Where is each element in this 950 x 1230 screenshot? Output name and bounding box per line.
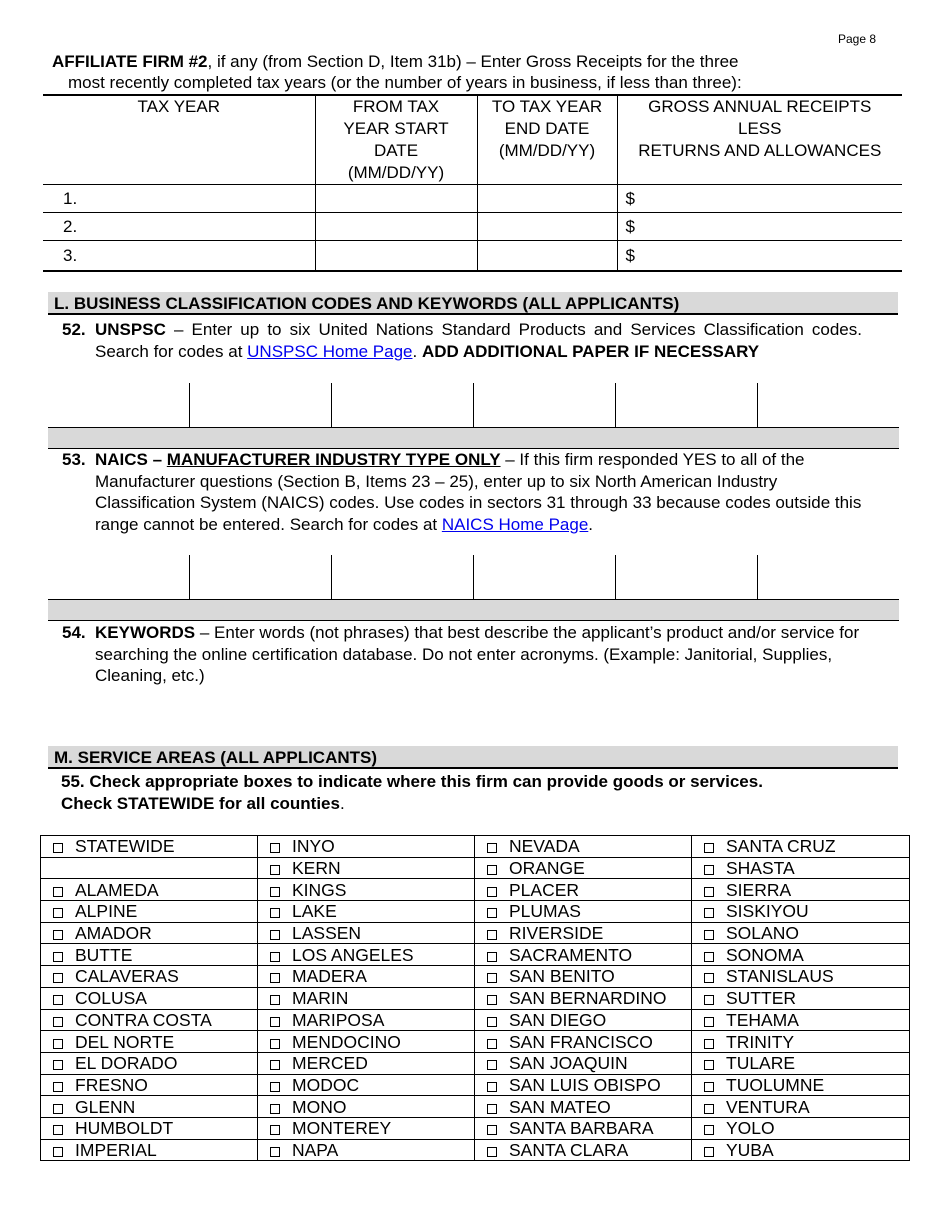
county-cell bbox=[692, 1117, 910, 1139]
county-label: SISKIYOU bbox=[726, 901, 809, 922]
item-53-label: NAICS – bbox=[95, 450, 167, 469]
table-row bbox=[43, 185, 902, 213]
county-checkbox[interactable] bbox=[270, 1039, 280, 1049]
county-checkbox[interactable] bbox=[487, 887, 497, 897]
county-checkbox[interactable] bbox=[704, 908, 714, 918]
county-label: INYO bbox=[292, 836, 335, 857]
county-cell bbox=[692, 987, 910, 1009]
table-row bbox=[41, 1031, 910, 1053]
county-checkbox[interactable] bbox=[704, 952, 714, 962]
county-checkbox[interactable] bbox=[487, 1060, 497, 1070]
counties-body bbox=[41, 836, 910, 1161]
county-checkbox[interactable] bbox=[704, 843, 714, 853]
county-cell bbox=[475, 1117, 692, 1139]
county-label: SONOMA bbox=[726, 944, 804, 965]
county-checkbox[interactable] bbox=[270, 973, 280, 983]
county-label: EL DORADO bbox=[75, 1053, 178, 1074]
county-checkbox[interactable] bbox=[53, 1017, 63, 1027]
county-checkbox[interactable] bbox=[270, 952, 280, 962]
county-cell bbox=[41, 1009, 258, 1031]
county-cell bbox=[475, 901, 692, 923]
affiliate-intro bbox=[52, 51, 912, 93]
gross-receipts-field[interactable]: $ bbox=[617, 185, 902, 213]
item-54: 54. KEYWORDS – Enter words (not phrases) that best describe the applicant’s product and/or service for searching the online certification database. Do not enter acronyms. (Example: Janitorial, Supplies, Cleaning, etc.) bbox=[62, 623, 860, 685]
table-row bbox=[41, 966, 910, 988]
naics-link[interactable]: NAICS Home Page bbox=[441, 514, 589, 534]
table-row bbox=[41, 1052, 910, 1074]
to-date-field[interactable] bbox=[477, 185, 617, 213]
county-checkbox[interactable] bbox=[704, 865, 714, 875]
naics-code-field[interactable] bbox=[757, 555, 899, 599]
county-label: VENTURA bbox=[726, 1096, 810, 1117]
naics-code-field[interactable] bbox=[48, 555, 189, 599]
county-label: SAN DIEGO bbox=[509, 1009, 607, 1030]
county-checkbox[interactable] bbox=[487, 1147, 497, 1157]
county-label: AMADOR bbox=[75, 923, 152, 944]
item-54-number: 54. bbox=[62, 623, 86, 642]
county-checkbox[interactable] bbox=[704, 930, 714, 940]
county-cell bbox=[41, 879, 258, 901]
county-cell bbox=[258, 836, 475, 858]
county-cell bbox=[475, 1052, 692, 1074]
county-label: MARIPOSA bbox=[292, 1009, 385, 1030]
county-cell bbox=[258, 1117, 475, 1139]
county-cell bbox=[692, 857, 910, 879]
section-l-heading: L. BUSINESS CLASSIFICATION CODES AND KEYWORDS (ALL APPLICANTS) bbox=[48, 292, 898, 315]
county-label: SAN BENITO bbox=[509, 966, 615, 987]
county-cell bbox=[41, 966, 258, 988]
county-label: PLACER bbox=[509, 879, 580, 900]
county-checkbox[interactable] bbox=[487, 908, 497, 918]
county-checkbox[interactable] bbox=[270, 908, 280, 918]
county-checkbox[interactable] bbox=[270, 1125, 280, 1135]
item-52-label: UNSPSC bbox=[95, 320, 166, 339]
county-cell bbox=[41, 987, 258, 1009]
county-label: YOLO bbox=[726, 1118, 775, 1139]
affiliate-title: AFFILIATE FIRM #2 bbox=[52, 52, 208, 71]
county-cell bbox=[692, 836, 910, 858]
county-label: MENDOCINO bbox=[292, 1031, 401, 1052]
county-label: SANTA CLARA bbox=[509, 1139, 629, 1160]
county-checkbox[interactable] bbox=[487, 952, 497, 962]
item-55-line2: Check STATEWIDE for all counties bbox=[61, 794, 340, 813]
county-label: NAPA bbox=[292, 1139, 339, 1160]
county-checkbox[interactable] bbox=[704, 1039, 714, 1049]
table-row bbox=[41, 944, 910, 966]
county-label: MONTEREY bbox=[292, 1118, 392, 1139]
county-label: KERN bbox=[292, 858, 341, 879]
county-cell bbox=[475, 944, 692, 966]
table-row bbox=[43, 241, 902, 272]
county-label: DEL NORTE bbox=[75, 1031, 175, 1052]
county-checkbox[interactable] bbox=[53, 952, 63, 962]
county-label: FRESNO bbox=[75, 1074, 148, 1095]
county-label: MODOC bbox=[292, 1074, 360, 1095]
table-row bbox=[41, 922, 910, 944]
unspsc-link[interactable]: UNSPSC Home Page bbox=[247, 341, 413, 361]
naics-code-row bbox=[48, 555, 899, 600]
county-cell bbox=[258, 857, 475, 879]
to-date-field[interactable] bbox=[477, 241, 617, 272]
county-label: LAKE bbox=[292, 901, 337, 922]
county-cell bbox=[258, 879, 475, 901]
county-checkbox[interactable] bbox=[270, 887, 280, 897]
county-cell bbox=[475, 966, 692, 988]
county-label: SAN JOAQUIN bbox=[509, 1053, 628, 1074]
county-label: SOLANO bbox=[726, 923, 799, 944]
county-checkbox[interactable] bbox=[487, 1039, 497, 1049]
county-cell bbox=[258, 922, 475, 944]
county-checkbox[interactable] bbox=[270, 1147, 280, 1157]
from-date-field[interactable] bbox=[315, 241, 477, 272]
county-checkbox[interactable] bbox=[53, 1039, 63, 1049]
county-label: SAN BERNARDINO bbox=[509, 988, 667, 1009]
county-checkbox[interactable] bbox=[704, 1125, 714, 1135]
county-checkbox[interactable] bbox=[270, 1104, 280, 1114]
tax-year-number: 2. bbox=[43, 213, 315, 241]
unspsc-code-row bbox=[48, 383, 899, 428]
unspsc-code-field[interactable] bbox=[757, 383, 899, 427]
county-label: MADERA bbox=[292, 966, 367, 987]
affiliate-line1: , if any (from Section D, Item 31b) – Enter Gross Receipts for the three bbox=[207, 52, 739, 71]
item-54-label: KEYWORDS bbox=[95, 623, 196, 642]
gross-receipts-table bbox=[43, 94, 902, 272]
item-53-number: 53. bbox=[62, 450, 86, 469]
county-cell bbox=[258, 901, 475, 923]
county-cell bbox=[475, 879, 692, 901]
page-number: Page 8 bbox=[838, 32, 877, 46]
table-row bbox=[41, 1074, 910, 1096]
county-cell bbox=[475, 1096, 692, 1118]
county-cell bbox=[41, 1117, 258, 1139]
county-checkbox[interactable] bbox=[487, 1082, 497, 1092]
county-checkbox[interactable] bbox=[53, 1104, 63, 1114]
county-cell bbox=[41, 1074, 258, 1096]
county-label: SAN MATEO bbox=[509, 1096, 611, 1117]
county-cell bbox=[41, 901, 258, 923]
county-label: SACRAMENTO bbox=[509, 944, 633, 965]
county-cell bbox=[258, 987, 475, 1009]
item-52-number: 52. bbox=[62, 320, 86, 339]
county-label: TUOLUMNE bbox=[726, 1074, 825, 1095]
county-checkbox[interactable] bbox=[53, 887, 63, 897]
county-checkbox[interactable] bbox=[270, 930, 280, 940]
county-label: KINGS bbox=[292, 879, 347, 900]
county-label: CONTRA COSTA bbox=[75, 1009, 212, 1030]
county-cell bbox=[41, 922, 258, 944]
item-55-line1: 55. Check appropriate boxes to indicate where this firm can provide goods or services. bbox=[61, 772, 763, 791]
county-cell bbox=[258, 1096, 475, 1118]
county-checkbox[interactable] bbox=[53, 1147, 63, 1157]
county-cell bbox=[258, 1074, 475, 1096]
affiliate-line2: most recently completed tax years (or the number of years in business, if less than three): bbox=[68, 73, 742, 92]
county-label: MERCED bbox=[292, 1053, 368, 1074]
table-row bbox=[41, 901, 910, 923]
gross-receipts-field[interactable]: $ bbox=[617, 213, 902, 241]
county-cell bbox=[41, 1031, 258, 1053]
county-cell bbox=[692, 1074, 910, 1096]
gross-receipts-field[interactable]: $ bbox=[617, 241, 902, 272]
county-checkbox[interactable] bbox=[487, 843, 497, 853]
county-checkbox[interactable] bbox=[487, 865, 497, 875]
item-55: 55. Check appropriate boxes to indicate where this firm can provide goods or services. Check STATEWIDE for all counties. bbox=[61, 771, 881, 815]
section-m-heading: M. SERVICE AREAS (ALL APPLICANTS) bbox=[48, 746, 898, 769]
county-checkbox[interactable] bbox=[487, 995, 497, 1005]
divider-bar bbox=[48, 600, 899, 621]
county-cell bbox=[258, 1139, 475, 1161]
header-to-date: TO TAX YEAR END DATE (MM/DD/YY) bbox=[477, 95, 617, 185]
county-label: COLUSA bbox=[75, 988, 147, 1009]
county-label: SIERRA bbox=[726, 879, 792, 900]
county-label: SHASTA bbox=[726, 858, 795, 879]
table-header-row bbox=[43, 95, 902, 185]
county-checkbox[interactable] bbox=[270, 1082, 280, 1092]
county-cell bbox=[258, 1052, 475, 1074]
county-cell bbox=[475, 987, 692, 1009]
county-cell bbox=[41, 836, 258, 858]
county-checkbox[interactable] bbox=[704, 973, 714, 983]
table-row bbox=[43, 213, 902, 241]
county-cell bbox=[692, 1096, 910, 1118]
county-label: CALAVERAS bbox=[75, 966, 179, 987]
county-checkbox[interactable] bbox=[270, 995, 280, 1005]
county-label: TULARE bbox=[726, 1053, 796, 1074]
county-checkbox[interactable] bbox=[53, 930, 63, 940]
county-label: HUMBOLDT bbox=[75, 1118, 174, 1139]
county-cell bbox=[692, 901, 910, 923]
county-cell bbox=[692, 1009, 910, 1031]
to-date-field[interactable] bbox=[477, 213, 617, 241]
naics-code-field[interactable] bbox=[331, 555, 473, 599]
county-cell bbox=[692, 1139, 910, 1161]
county-label: RIVERSIDE bbox=[509, 923, 604, 944]
table-row bbox=[41, 857, 910, 879]
county-label: PLUMAS bbox=[509, 901, 581, 922]
county-label: BUTTE bbox=[75, 944, 133, 965]
county-cell bbox=[258, 1031, 475, 1053]
county-checkbox[interactable] bbox=[704, 1147, 714, 1157]
naics-code-field[interactable] bbox=[189, 555, 331, 599]
county-label: GLENN bbox=[75, 1096, 136, 1117]
county-checkbox[interactable] bbox=[487, 973, 497, 983]
county-checkbox[interactable] bbox=[487, 1125, 497, 1135]
county-cell bbox=[41, 1052, 258, 1074]
county-checkbox[interactable] bbox=[487, 1104, 497, 1114]
unspsc-code-field[interactable] bbox=[48, 383, 189, 427]
naics-code-field[interactable] bbox=[473, 555, 615, 599]
county-label: LOS ANGELES bbox=[292, 944, 414, 965]
county-cell bbox=[692, 1052, 910, 1074]
county-cell bbox=[258, 944, 475, 966]
county-cell bbox=[692, 944, 910, 966]
header-gross-receipts: GROSS ANNUAL RECEIPTS LESS RETURNS AND ALLOWANCES bbox=[617, 95, 902, 185]
county-label: STANISLAUS bbox=[726, 966, 834, 987]
header-from-date: FROM TAX YEAR START DATE (MM/DD/YY) bbox=[315, 95, 477, 185]
county-cell bbox=[475, 857, 692, 879]
table-row bbox=[41, 987, 910, 1009]
county-cell bbox=[258, 1009, 475, 1031]
county-label: ALPINE bbox=[75, 901, 138, 922]
county-cell bbox=[258, 966, 475, 988]
county-checkbox[interactable] bbox=[53, 995, 63, 1005]
county-label: SAN FRANCISCO bbox=[509, 1031, 653, 1052]
item-53: 53. NAICS – MANUFACTURER INDUSTRY TYPE ONLY – If this firm responded YES to all of the Manufacturer questions (Section B, Items 23 – 25), enter up to six North American Industry Classification System (NAICS) codes. Use codes in sectors 31 through 33 because codes outside this range cannot be entered. Search for codes at NAICS Home Page. bbox=[62, 450, 862, 534]
counties-table bbox=[40, 835, 910, 1161]
county-checkbox[interactable] bbox=[704, 1082, 714, 1092]
county-checkbox[interactable] bbox=[270, 865, 280, 875]
county-checkbox[interactable] bbox=[704, 1104, 714, 1114]
table-row bbox=[41, 1096, 910, 1118]
county-cell bbox=[692, 879, 910, 901]
table-row bbox=[41, 1009, 910, 1031]
county-label: IMPERIAL bbox=[75, 1139, 157, 1160]
county-checkbox[interactable] bbox=[487, 930, 497, 940]
county-label: STATEWIDE bbox=[75, 836, 175, 857]
county-label: ORANGE bbox=[509, 858, 585, 879]
county-checkbox[interactable] bbox=[704, 1017, 714, 1027]
table-row bbox=[41, 1117, 910, 1139]
county-label: MONO bbox=[292, 1096, 347, 1117]
header-tax-year: TAX YEAR bbox=[43, 95, 315, 185]
county-label: TEHAMA bbox=[726, 1009, 799, 1030]
county-label: LASSEN bbox=[292, 923, 362, 944]
county-label: MARIN bbox=[292, 988, 349, 1009]
county-checkbox[interactable] bbox=[487, 1017, 497, 1027]
county-cell bbox=[692, 922, 910, 944]
county-cell bbox=[475, 1031, 692, 1053]
county-checkbox[interactable] bbox=[53, 1060, 63, 1070]
county-cell bbox=[41, 1139, 258, 1161]
county-cell bbox=[475, 1139, 692, 1161]
unspsc-code-field[interactable] bbox=[473, 383, 615, 427]
county-label: SUTTER bbox=[726, 988, 796, 1009]
county-label: SANTA CRUZ bbox=[726, 836, 836, 857]
county-cell bbox=[692, 966, 910, 988]
county-cell bbox=[41, 1096, 258, 1118]
county-label: SANTA BARBARA bbox=[509, 1118, 654, 1139]
county-checkbox[interactable] bbox=[704, 995, 714, 1005]
county-label: TRINITY bbox=[726, 1031, 795, 1052]
county-label: SAN LUIS OBISPO bbox=[509, 1074, 661, 1095]
county-checkbox[interactable] bbox=[53, 843, 63, 853]
county-label: NEVADA bbox=[509, 836, 580, 857]
county-checkbox[interactable] bbox=[53, 973, 63, 983]
naics-code-field[interactable] bbox=[615, 555, 757, 599]
county-cell bbox=[692, 1031, 910, 1053]
tax-year-number: 1. bbox=[43, 185, 315, 213]
county-checkbox[interactable] bbox=[270, 1017, 280, 1027]
county-checkbox[interactable] bbox=[270, 843, 280, 853]
county-checkbox[interactable] bbox=[270, 1060, 280, 1070]
county-label: YUBA bbox=[726, 1139, 774, 1160]
unspsc-code-field[interactable] bbox=[331, 383, 473, 427]
county-checkbox[interactable] bbox=[53, 908, 63, 918]
county-cell bbox=[41, 944, 258, 966]
tax-year-number: 3. bbox=[43, 241, 315, 272]
table-row bbox=[41, 879, 910, 901]
table-row bbox=[41, 1139, 910, 1161]
county-checkbox[interactable] bbox=[53, 1082, 63, 1092]
county-cell bbox=[41, 857, 258, 879]
table-row bbox=[41, 836, 910, 858]
unspsc-code-field[interactable] bbox=[615, 383, 757, 427]
county-checkbox[interactable] bbox=[704, 887, 714, 897]
divider-bar bbox=[48, 428, 899, 449]
county-cell bbox=[475, 1074, 692, 1096]
county-cell bbox=[475, 836, 692, 858]
from-date-field[interactable] bbox=[315, 213, 477, 241]
from-date-field[interactable] bbox=[315, 185, 477, 213]
item-52: 52. UNSPSC – Enter up to six United Nations Standard Products and Services Classification codes. Search for codes at UNSPSC Home Page. ADD ADDITIONAL PAPER IF NECESSARY bbox=[62, 320, 862, 361]
county-cell bbox=[475, 1009, 692, 1031]
county-cell bbox=[475, 922, 692, 944]
unspsc-code-field[interactable] bbox=[189, 383, 331, 427]
county-checkbox[interactable] bbox=[704, 1060, 714, 1070]
county-label: ALAMEDA bbox=[75, 879, 159, 900]
county-checkbox[interactable] bbox=[53, 1125, 63, 1135]
